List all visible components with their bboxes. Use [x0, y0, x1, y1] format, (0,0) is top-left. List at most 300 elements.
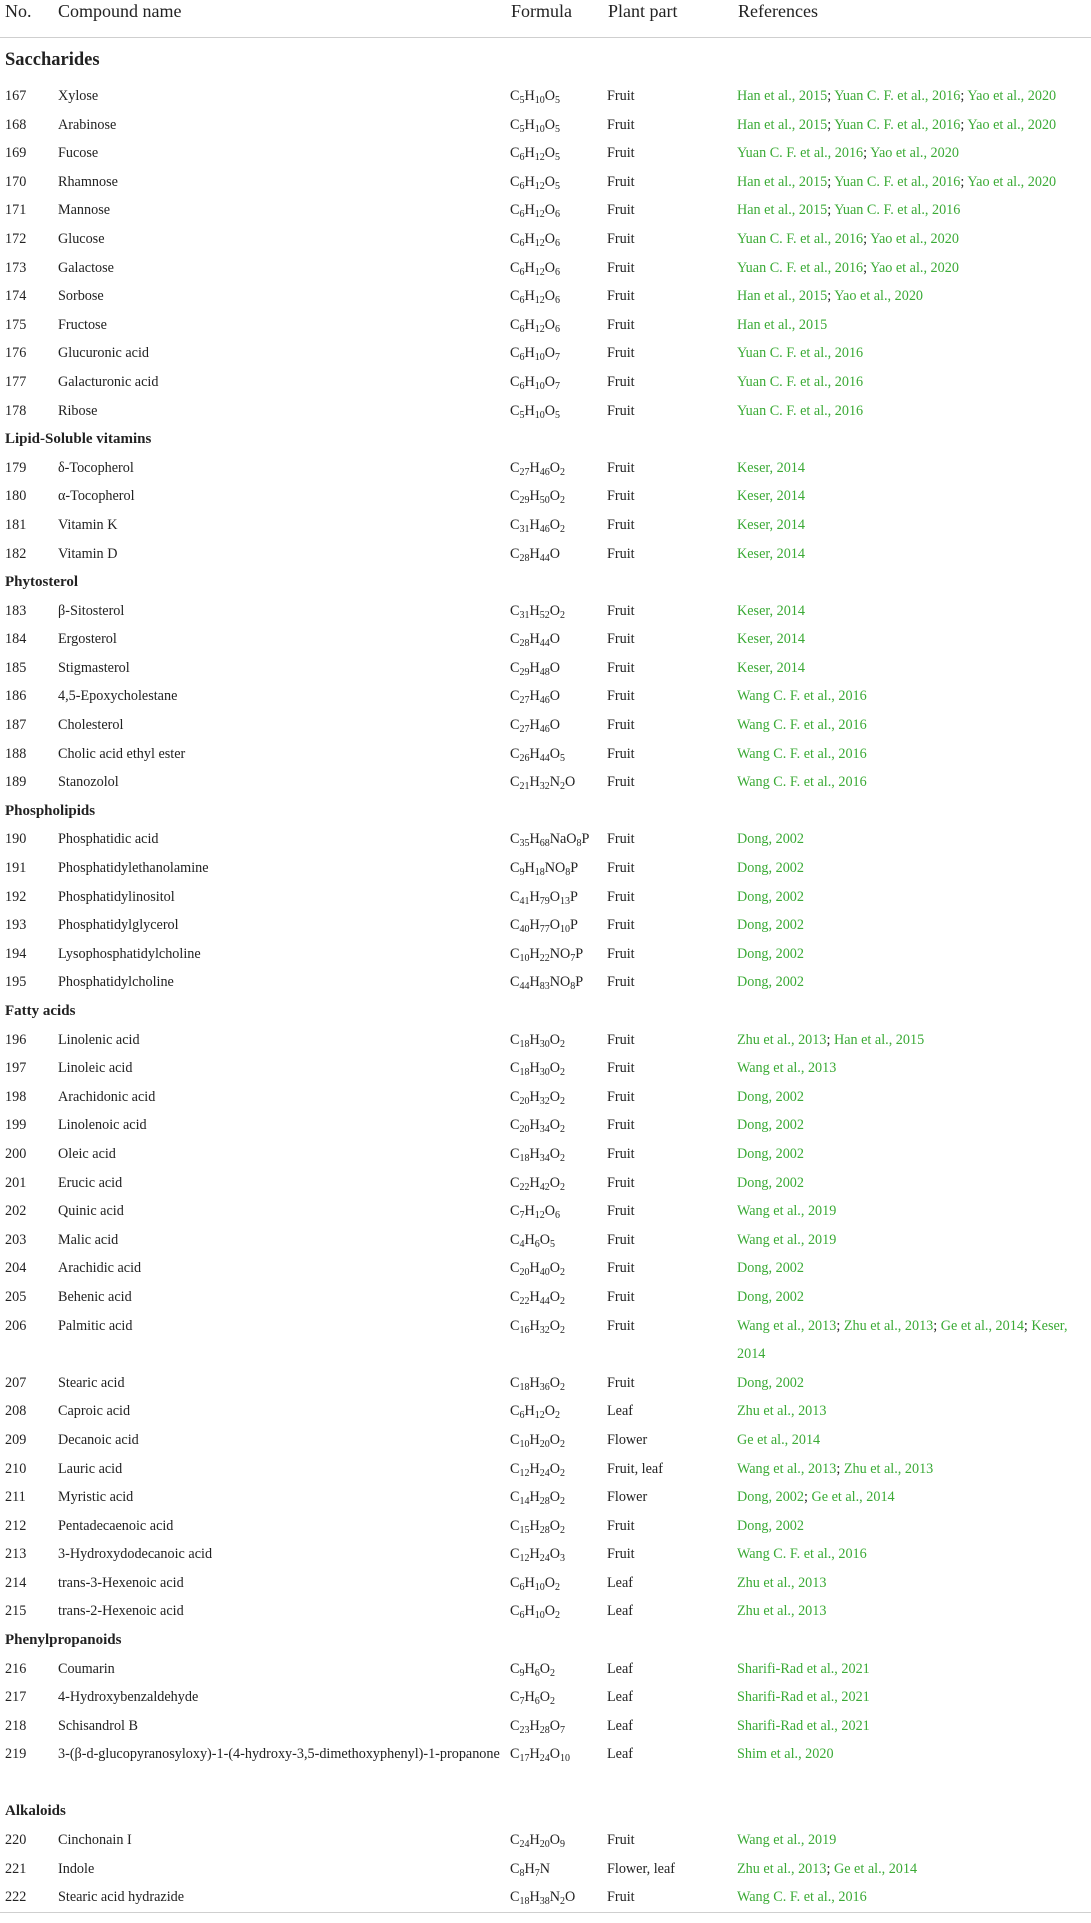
reference-link[interactable]: Dong, 2002 [737, 888, 804, 905]
section-title: Lipid-Soluble vitamins [5, 431, 152, 448]
formula-element: H [529, 745, 540, 762]
reference-link[interactable]: Dong, 2002 [737, 860, 804, 877]
formula-count: 2 [559, 1295, 565, 1307]
compound-number: 196 [5, 1031, 27, 1048]
reference-separator: ; [804, 1489, 812, 1506]
reference-link[interactable]: Keser, 2014 [737, 602, 805, 619]
table-header [0, 0, 1091, 38]
molecular-formula [508, 82, 605, 111]
references-cell [735, 1512, 1091, 1541]
compound-name: trans-2-Hexenoic acid [58, 1603, 184, 1620]
compound-name: Decanoic acid [58, 1431, 139, 1448]
references-cell [735, 711, 1091, 740]
reference-link[interactable]: Yuan C. F. et al., 2016 [737, 345, 864, 362]
formula-count: 10 [534, 123, 545, 135]
reference-link[interactable]: Yao et al., 2020 [967, 88, 1057, 104]
compound-number: 189 [5, 774, 27, 791]
formula-count: 2 [559, 466, 565, 478]
reference-link[interactable]: Keser, 2014 [737, 516, 805, 533]
compound-name: Galacturonic acid [58, 373, 159, 390]
formula-element: C [510, 1174, 520, 1191]
molecular-formula [508, 740, 605, 769]
reference-link[interactable]: Sharifi-Rad et al., 2021 [737, 1717, 870, 1734]
formula-count: 12 [534, 237, 545, 249]
formula-count: 6 [519, 237, 525, 249]
formula-element: C [510, 945, 520, 962]
reference-link[interactable]: Yuan C. F. et al., 2016 [834, 88, 961, 104]
reference-link[interactable]: Zhu et al., 2013 [737, 1603, 827, 1620]
references-cell [735, 768, 1091, 797]
formula-count: 2 [559, 1896, 565, 1908]
compound-name: Fucose [58, 145, 99, 162]
references-cell [735, 854, 1091, 883]
formula-element: C [510, 1088, 520, 1105]
table-row [0, 1883, 1091, 1912]
formula-element: H [529, 917, 540, 934]
references-cell [735, 1855, 1091, 1884]
formula-count: 46 [539, 523, 550, 535]
plant-part: Fruit [607, 1231, 635, 1248]
reference-separator: ; [826, 1031, 834, 1048]
table-row [0, 1426, 1091, 1455]
compound-number: 188 [5, 745, 27, 762]
formula-element: P [570, 860, 579, 877]
formula-element: H [529, 1746, 540, 1763]
compound-number: 214 [5, 1574, 27, 1591]
plant-part: Fruit [607, 831, 635, 848]
reference-link[interactable]: Zhu et al., 2013 [737, 1574, 827, 1591]
reference-link[interactable]: Keser, 2014 [737, 459, 805, 476]
formula-element: H [524, 88, 535, 104]
formula-element: O [539, 1660, 550, 1677]
section-row [0, 1797, 1091, 1826]
formula-count: 7 [570, 952, 576, 964]
reference-link[interactable]: Wang C. F. et al., 2016 [737, 717, 867, 734]
reference-link[interactable]: Dong, 2002 [737, 1145, 804, 1162]
reference-link[interactable]: Han et al., 2015 [737, 288, 828, 305]
reference-link[interactable]: Dong, 2002 [737, 1288, 804, 1305]
compound-number: 199 [5, 1117, 27, 1134]
reference-link[interactable]: Dong, 2002 [737, 1117, 804, 1134]
references-cell [735, 883, 1091, 912]
formula-element: C [510, 288, 520, 305]
reference-link[interactable]: Ge et al., 2014 [811, 1489, 895, 1506]
formula-element: H [524, 1203, 535, 1220]
compound-number: 184 [5, 631, 27, 648]
formula-element: H [529, 717, 540, 734]
formula-count: 8 [565, 867, 571, 879]
formula-element: O [549, 1717, 560, 1734]
formula-element: O [549, 745, 560, 762]
reference-link[interactable]: Wang et al., 2019 [737, 1203, 837, 1220]
reference-link[interactable]: Wang C. F. et al., 2016 [737, 745, 867, 762]
formula-element: H [529, 659, 540, 676]
reference-link[interactable]: Han et al., 2015 [833, 1031, 925, 1048]
molecular-formula [508, 883, 605, 912]
formula-count: 2 [559, 1381, 565, 1393]
formula-count: 2 [559, 1467, 565, 1479]
formula-element: O [549, 488, 560, 505]
compound-name: Linolenoic acid [58, 1117, 147, 1134]
compound-name: Schisandrol B [58, 1717, 138, 1734]
reference-link[interactable]: Han et al., 2015 [737, 116, 828, 133]
formula-count: 6 [534, 1696, 540, 1708]
formula-count: 27 [519, 724, 530, 736]
reference-link[interactable]: Han et al., 2015 [737, 88, 828, 104]
molecular-formula [508, 540, 605, 569]
compound-name: Phosphatidylglycerol [58, 917, 179, 934]
plant-part: Fruit [607, 1145, 635, 1162]
formula-element: O [549, 1260, 560, 1277]
table-row [0, 1283, 1091, 1312]
formula-element: H [524, 345, 535, 362]
reference-link[interactable]: Wang C. F. et al., 2016 [737, 688, 867, 705]
compound-number: 171 [5, 202, 27, 219]
reference-link[interactable]: Yuan C. F. et al., 2016 [737, 145, 864, 162]
reference-link[interactable]: Wang et al., 2013 [737, 1060, 837, 1077]
references-cell [735, 1883, 1091, 1912]
molecular-formula [508, 1283, 605, 1312]
references-cell [735, 1740, 1091, 1797]
reference-link[interactable]: Yuan C. F. et al., 2016 [737, 402, 864, 419]
formula-element: N [539, 1860, 550, 1877]
formula-count: 20 [519, 1124, 530, 1136]
compound-name: Linoleic acid [58, 1060, 133, 1077]
reference-link[interactable]: Zhu et al., 2013 [737, 1403, 827, 1420]
formula-element: H [524, 230, 535, 247]
compound-number: 190 [5, 831, 27, 848]
formula-element: C [510, 1717, 520, 1734]
molecular-formula [508, 454, 605, 483]
table-row [0, 397, 1091, 426]
compound-name: 3-Hydroxydodecanoic acid [58, 1546, 213, 1563]
table-row [0, 854, 1091, 883]
reference-link[interactable]: Wang et al., 2019 [737, 1231, 837, 1248]
reference-link[interactable]: Zhu et al., 2013 [843, 1317, 934, 1334]
formula-count: 6 [554, 1210, 560, 1222]
reference-link[interactable]: Keser, 2014 [737, 631, 805, 648]
formula-element: H [524, 173, 535, 190]
reference-link[interactable]: Ge et al., 2014 [737, 1431, 821, 1448]
molecular-formula [508, 1826, 605, 1855]
formula-element: H [524, 402, 535, 419]
reference-link[interactable]: Zhu et al., 2013 [737, 1860, 827, 1877]
reference-link[interactable]: Yao et al., 2020 [967, 173, 1057, 190]
compound-name: Quinic acid [58, 1203, 124, 1220]
compound-number: 181 [5, 516, 27, 533]
plant-part: Fruit [607, 717, 635, 734]
formula-count: 10 [534, 352, 545, 364]
compound-name: 4-Hydroxybenzaldehyde [58, 1689, 199, 1706]
references-cell [735, 968, 1091, 997]
formula-element: C [510, 173, 520, 190]
compound-name: Sorbose [58, 288, 104, 305]
reference-link[interactable]: Ge et al., 2014 [940, 1317, 1024, 1334]
reference-link[interactable]: Wang C. F. et al., 2016 [737, 1889, 867, 1906]
formula-count: 24 [539, 1467, 550, 1479]
molecular-formula [508, 1540, 605, 1569]
reference-link[interactable]: Yuan C. F. et al., 2016 [834, 116, 961, 133]
compound-name: Oleic acid [58, 1145, 116, 1162]
compound-name: Cholesterol [58, 717, 124, 734]
reference-link[interactable]: Wang C. F. et al., 2016 [737, 774, 867, 791]
table-row [0, 968, 1091, 997]
reference-link[interactable]: Dong, 2002 [737, 1088, 804, 1105]
molecular-formula [508, 225, 605, 254]
formula-count: 38 [539, 1896, 550, 1908]
formula-count: 41 [519, 895, 530, 907]
formula-count: 20 [539, 1438, 550, 1450]
reference-link[interactable]: Yuan C. F. et al., 2016 [834, 173, 961, 190]
references-cell [735, 1397, 1091, 1426]
table-row [0, 740, 1091, 769]
reference-link[interactable]: Yao et al., 2020 [834, 288, 924, 305]
compound-number: 179 [5, 459, 27, 476]
molecular-formula [508, 854, 605, 883]
reference-link[interactable]: Dong, 2002 [737, 945, 804, 962]
formula-element: C [510, 659, 520, 676]
plant-part: Fruit [607, 1832, 635, 1849]
formula-element: C [510, 1574, 520, 1591]
reference-link[interactable]: Dong, 2002 [737, 974, 804, 991]
formula-element: P [581, 831, 590, 848]
compound-name: Ergosterol [58, 631, 117, 648]
reference-link[interactable]: Zhu et al., 2013 [737, 1031, 827, 1048]
reference-link[interactable]: Yao et al., 2020 [870, 145, 959, 162]
molecular-formula [508, 1569, 605, 1598]
formula-count: 35 [519, 838, 530, 850]
reference-link[interactable]: Yuan C. F. et al., 2016 [834, 202, 961, 219]
formula-element: O [549, 688, 560, 705]
formula-element: O [549, 1174, 560, 1191]
molecular-formula [508, 1740, 605, 1797]
reference-link[interactable]: Yuan C. F. et al., 2016 [737, 230, 864, 247]
compound-name: Caproic acid [58, 1403, 131, 1420]
table-row [0, 1369, 1091, 1398]
compound-number: 216 [5, 1660, 27, 1677]
formula-element: H [529, 1889, 540, 1906]
formula-element: H [524, 860, 535, 877]
molecular-formula [508, 625, 605, 654]
plant-part: Leaf [607, 1403, 633, 1420]
formula-count: 30 [539, 1067, 550, 1079]
reference-link[interactable]: Dong, 2002 [737, 1489, 804, 1506]
references-cell [735, 1655, 1091, 1684]
reference-link[interactable]: Yao et al., 2020 [870, 259, 959, 276]
compound-name: Myristic acid [58, 1489, 134, 1506]
formula-count: 2 [554, 1581, 560, 1593]
formula-count: 31 [519, 523, 530, 535]
references-cell [735, 1483, 1091, 1512]
formula-element: O [549, 545, 560, 562]
formula-count: 8 [576, 838, 582, 850]
formula-element: O [544, 116, 555, 133]
formula-element: NO [549, 974, 571, 991]
reference-link[interactable]: Han et al., 2015 [737, 202, 828, 219]
formula-element: O [564, 774, 576, 791]
compound-number: 192 [5, 888, 27, 905]
references-cell [735, 339, 1091, 368]
compound-number: 177 [5, 373, 27, 390]
table-row [0, 1083, 1091, 1112]
reference-link[interactable]: Ge et al., 2014 [833, 1860, 918, 1877]
formula-element: C [510, 1060, 520, 1077]
references-cell [735, 1026, 1091, 1055]
formula-count: 6 [519, 266, 525, 278]
reference-link[interactable]: Keser, 2014 [737, 545, 805, 562]
compound-name: Xylose [58, 88, 99, 104]
reference-link[interactable]: Dong, 2002 [737, 1174, 804, 1191]
formula-element: O [564, 1889, 576, 1906]
plant-part: Fruit [607, 1117, 635, 1134]
table-row [0, 1683, 1091, 1712]
reference-link[interactable]: Dong, 2002 [737, 831, 804, 848]
compound-number: 169 [5, 145, 27, 162]
formula-count: 32 [539, 1324, 550, 1336]
reference-link[interactable]: Sharifi-Rad et al., 2021 [737, 1660, 870, 1677]
formula-element: O [549, 602, 560, 619]
compound-name: Phosphatidylethanolamine [58, 860, 209, 877]
compound-number: 205 [5, 1288, 27, 1305]
formula-element: P [569, 888, 578, 905]
molecular-formula [508, 1655, 605, 1684]
plant-part: Fruit [607, 659, 635, 676]
reference-link[interactable]: Yuan C. F. et al., 2016 [737, 373, 864, 390]
plant-part: Fruit [607, 1317, 635, 1334]
formula-element: O [544, 145, 555, 162]
reference-link[interactable]: Han et al., 2015 [737, 316, 828, 333]
formula-element: H [524, 116, 535, 133]
compound-name: Palmitic acid [58, 1317, 133, 1334]
compound-name: 3-(β-d-glucopyranosyloxy)-1-(4-hydroxy-3,5-dimethoxyphenyl)-1-propanone [58, 1746, 500, 1763]
molecular-formula [508, 1369, 605, 1398]
formula-element: C [510, 1431, 520, 1448]
table-row [0, 1254, 1091, 1283]
molecular-formula [508, 940, 605, 969]
plant-part: Fruit [607, 373, 635, 390]
formula-element: H [529, 1431, 540, 1448]
references-cell [735, 368, 1091, 397]
molecular-formula [508, 482, 605, 511]
reference-link[interactable]: Keser, 2014 [737, 1317, 1068, 1363]
references-cell [735, 1111, 1091, 1140]
formula-element: O [549, 631, 560, 648]
plant-part: Fruit [607, 974, 635, 991]
compound-name: Behenic acid [58, 1288, 132, 1305]
formula-element: O [544, 316, 555, 333]
reference-link[interactable]: Dong, 2002 [737, 1260, 804, 1277]
references-cell [735, 254, 1091, 283]
reference-link[interactable]: Sharifi-Rad et al., 2021 [737, 1689, 870, 1706]
formula-element: O [549, 1431, 560, 1448]
molecular-formula [508, 1883, 605, 1912]
plant-part: Fruit [607, 173, 635, 190]
formula-count: 34 [539, 1124, 550, 1136]
formula-count: 27 [519, 695, 530, 707]
formula-count: 2 [559, 495, 565, 507]
table-row [0, 1512, 1091, 1541]
formula-element: O [544, 230, 555, 247]
molecular-formula [508, 1254, 605, 1283]
formula-element: O [549, 1460, 560, 1477]
formula-element: O [549, 1374, 560, 1391]
plant-part: Fruit [607, 860, 635, 877]
plant-part: Fruit [607, 745, 635, 762]
formula-element: O [544, 202, 555, 219]
formula-count: 5 [519, 123, 525, 135]
reference-link[interactable]: Keser, 2014 [737, 659, 805, 676]
reference-link[interactable]: Han et al., 2015 [737, 173, 828, 190]
reference-link[interactable]: Dong, 2002 [737, 1517, 804, 1534]
reference-link[interactable]: Yao et al., 2020 [967, 116, 1057, 133]
formula-count: 44 [539, 1295, 550, 1307]
formula-element: C [510, 1832, 520, 1849]
reference-link[interactable]: Wang et al., 2019 [737, 1832, 837, 1849]
formula-element: C [510, 316, 520, 333]
reference-link[interactable]: Keser, 2014 [737, 488, 805, 505]
reference-link[interactable]: Wang et al., 2013 [737, 1460, 837, 1477]
reference-link[interactable]: Dong, 2002 [737, 917, 804, 934]
reference-link[interactable]: Wang et al., 2013 [737, 1317, 837, 1334]
molecular-formula [508, 1683, 605, 1712]
formula-element: O [544, 259, 555, 276]
formula-count: 22 [519, 1181, 530, 1193]
reference-link[interactable]: Wang C. F. et al., 2016 [737, 1546, 867, 1563]
molecular-formula [508, 254, 605, 283]
formula-element: C [510, 1860, 520, 1877]
formula-element: H [524, 145, 535, 162]
compound-number: 206 [5, 1317, 27, 1334]
formula-count: 15 [519, 1524, 530, 1536]
formula-count: 26 [519, 752, 530, 764]
formula-count: 5 [554, 123, 560, 135]
formula-count: 12 [534, 266, 545, 278]
formula-count: 6 [519, 180, 525, 192]
formula-element: H [529, 1832, 540, 1849]
formula-element: O [549, 1117, 560, 1134]
references-cell [735, 311, 1091, 340]
formula-element: C [510, 1603, 520, 1620]
reference-link[interactable]: Yao et al., 2020 [870, 230, 959, 247]
reference-link[interactable]: Yuan C. F. et al., 2016 [737, 259, 864, 276]
formula-element: C [510, 1117, 520, 1134]
compound-number: 222 [0, 1883, 55, 1912]
formula-count: 7 [554, 380, 560, 392]
reference-link[interactable]: Zhu et al., 2013 [843, 1460, 934, 1477]
formula-count: 12 [534, 295, 545, 307]
formula-element: H [529, 1145, 540, 1162]
table-row [0, 1483, 1091, 1512]
molecular-formula [508, 282, 605, 311]
formula-element: NO [544, 860, 566, 877]
formula-count: 36 [539, 1381, 550, 1393]
references-cell [735, 1083, 1091, 1112]
formula-count: 18 [519, 1038, 530, 1050]
plant-part: Leaf [607, 1574, 633, 1591]
formula-count: 2 [559, 1324, 565, 1336]
table-row [0, 911, 1091, 940]
formula-count: 2 [559, 1067, 565, 1079]
plant-part: Fruit [607, 259, 635, 276]
section-row [0, 797, 1091, 826]
reference-separator: ; [863, 259, 871, 276]
molecular-formula [508, 654, 605, 683]
formula-element: O [544, 1403, 555, 1420]
reference-link[interactable]: Shim et al., 2020 [737, 1746, 834, 1763]
reference-link[interactable]: Dong, 2002 [737, 1374, 804, 1391]
formula-element: C [510, 88, 520, 104]
table-row [0, 1826, 1091, 1855]
